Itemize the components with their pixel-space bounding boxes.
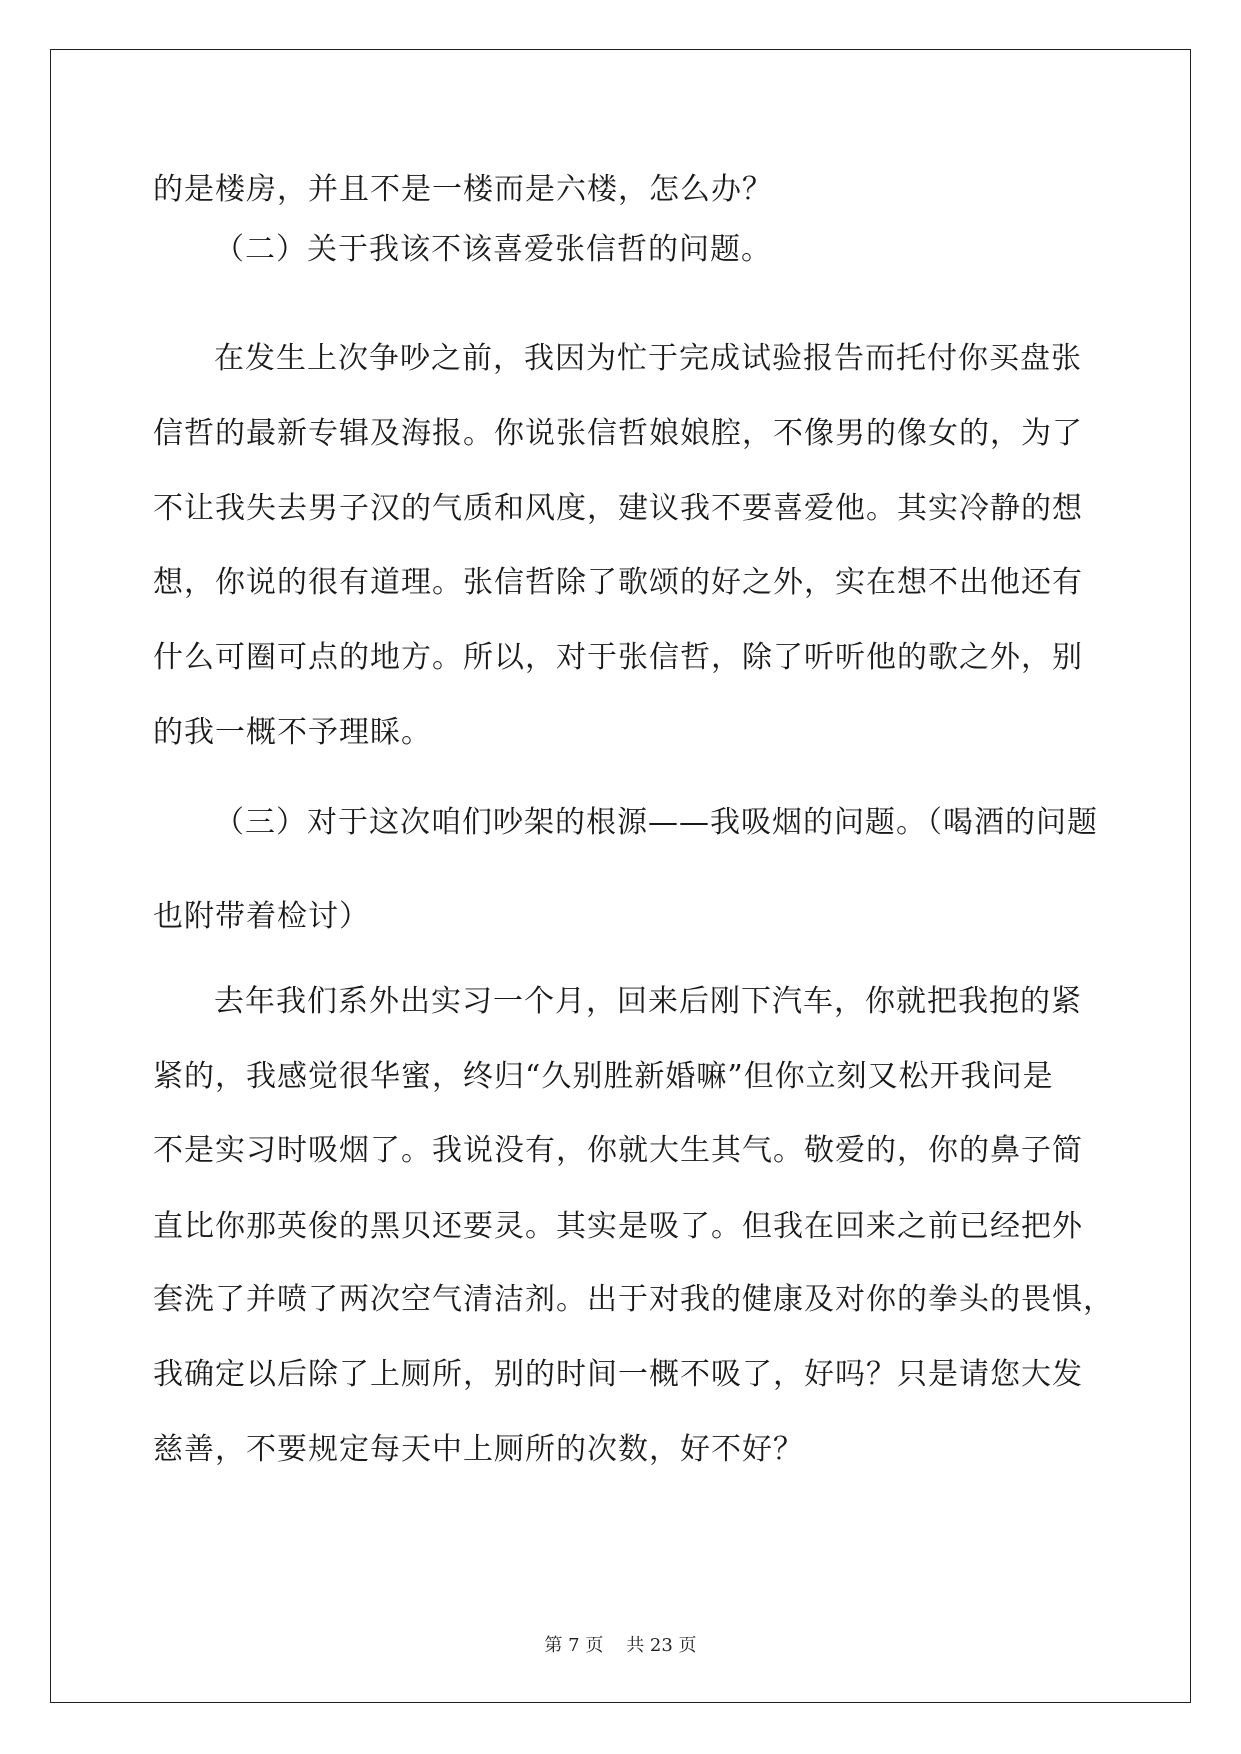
text-line: 的是楼房，并且不是一楼而是六楼，怎么办？ — [153, 172, 773, 207]
text-line: 不是实习时吸烟了。我说没有，你就大生其气。敬爱的，你的鼻子简 — [153, 1133, 1083, 1168]
text-line: 的我一概不予理睬。 — [153, 715, 432, 750]
section-heading-2: （二）关于我该不该喜爱张信哲的问题。 — [214, 232, 772, 267]
text-line: 紧的，我感觉很华蜜，终归“久别胜新婚嘛”但你立刻又松开我问是 — [153, 1059, 1054, 1094]
text-line: 也附带着检讨） — [153, 899, 370, 934]
text-line: 不让我失去男子汉的气质和风度，建议我不要喜爱他。其实冷静的想 — [153, 491, 1083, 526]
text-line: 慈善，不要规定每天中上厕所的次数，好不好？ — [153, 1432, 804, 1467]
text-line: 去年我们系外出实习一个月，回来后刚下汽车，你就把我抱的紧 — [214, 984, 1082, 1019]
text-line: 我确定以后除了上厕所，别的时间一概不吸了，好吗？只是请您大发 — [153, 1357, 1083, 1392]
text-line: 想，你说的很有道理。张信哲除了歌颂的好之外，实在想不出他还有 — [153, 565, 1083, 600]
section-heading-3: （三）对于这次咱们吵架的根源——我吸烟的问题。（喝酒的问题 — [214, 805, 1098, 840]
text-line: 直比你那英俊的黑贝还要灵。其实是吸了。但我在回来之前已经把外 — [153, 1209, 1083, 1244]
text-line: 什么可圈可点的地方。所以，对于张信哲，除了听听他的歌之外，别 — [153, 640, 1083, 675]
text-line: 套洗了并喷了两次空气清洁剂。出于对我的健康及对你的拳头的畏惧， — [153, 1282, 1114, 1317]
text-line: 信哲的最新专辑及海报。你说张信哲娘娘腔，不像男的像女的，为了 — [153, 416, 1083, 451]
page-number: 第 7 页 共 23 页 — [544, 1635, 697, 1656]
text-line: 在发生上次争吵之前，我因为忙于完成试验报告而托付你买盘张 — [214, 341, 1082, 376]
